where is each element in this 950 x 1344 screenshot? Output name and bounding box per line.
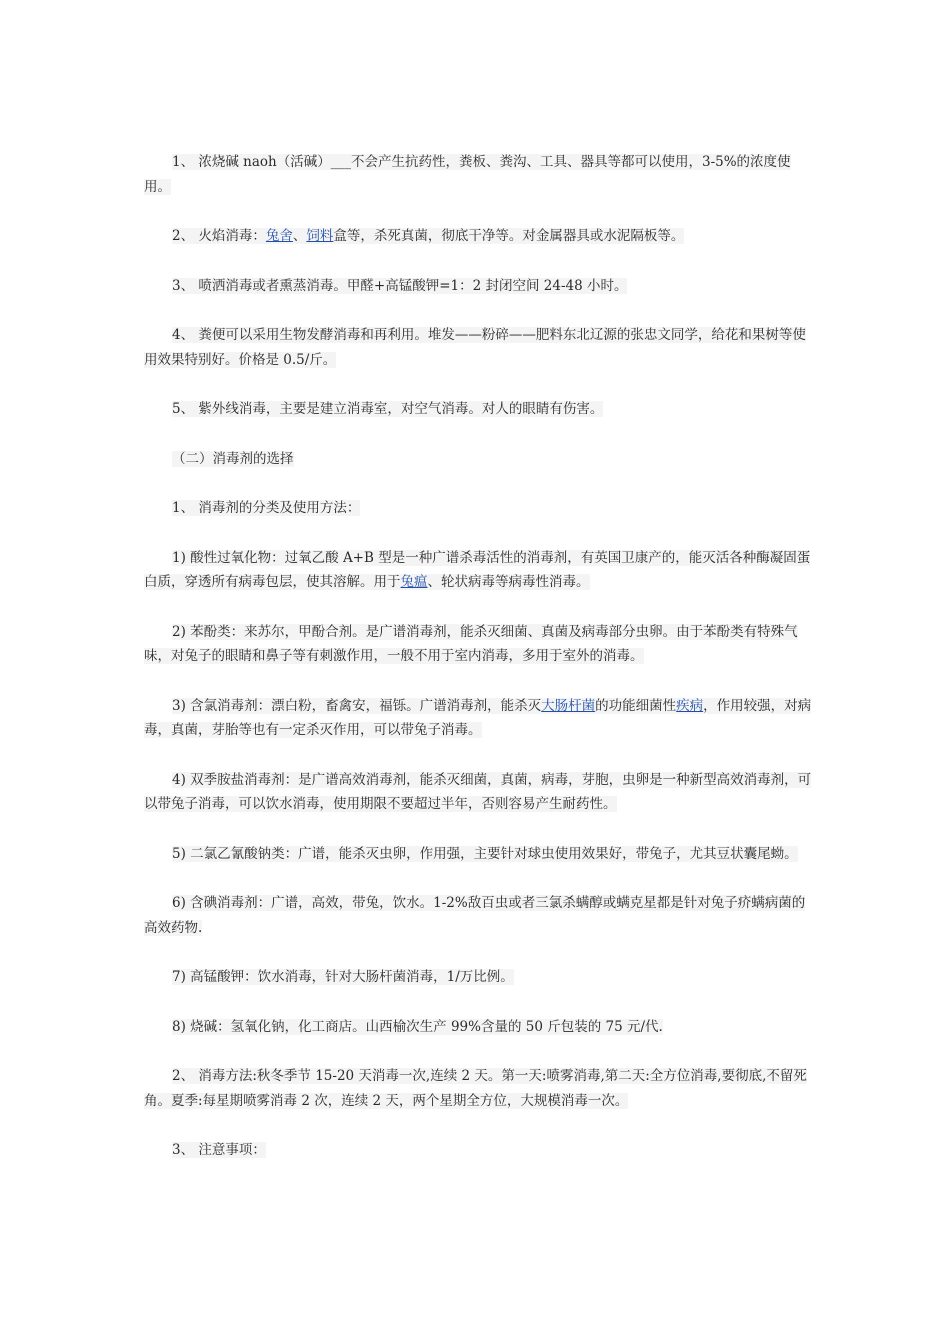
paragraph-4 bbox=[144, 323, 812, 372]
document-body bbox=[144, 150, 812, 1188]
section-heading bbox=[144, 447, 812, 472]
link-rabbit-plague[interactable]: 兔瘟 bbox=[400, 574, 428, 590]
paragraph-text: 4) 双季胺盐消毒剂：是广谱高效消毒剂，能杀灭细菌，真菌，病毒，芽胞，虫卵是一种新型高效消毒剂，可以带兔子消毒，可以饮水消毒，使用期限不要超过半年，否则容易产生耐药性。 bbox=[144, 771, 812, 812]
paragraph-7 bbox=[144, 496, 812, 521]
paragraph-text: 1、 消毒剂的分类及使用方法： bbox=[172, 500, 361, 516]
paragraph-3 bbox=[144, 274, 812, 299]
link-e-coli[interactable]: 大肠杆菌 bbox=[541, 697, 596, 714]
link-feed[interactable]: 饲料 bbox=[306, 228, 334, 244]
paragraph-text: 4、 粪便可以采用生物发酵消毒和再利用。堆发——粉碎——肥料东北辽源的张忠文同学，给花和果树等使用效果特别好。价格是 0.5/斤。 bbox=[144, 327, 806, 368]
paragraph-16 bbox=[144, 1064, 812, 1113]
paragraph-text: 3、 喷洒消毒或者熏蒸消毒。甲醛+高锰酸钾=1：2 封闭空间 24-48 小时。 bbox=[172, 277, 628, 294]
paragraph-15 bbox=[144, 1015, 812, 1040]
paragraph-8 bbox=[144, 546, 812, 595]
paragraph-11 bbox=[144, 768, 812, 817]
paragraph-text: 2、 火焰消毒： bbox=[172, 228, 266, 244]
paragraph-12 bbox=[144, 842, 812, 867]
paragraph-17 bbox=[144, 1138, 812, 1163]
paragraph-text: 1) 酸性过氧化物：过氧乙酸 A+B 型是一种广谱杀毒活性的消毒剂，有英国卫康产的，能灭活各种酶凝固蛋白质，穿透所有病毒包层，使其溶解。用于 bbox=[144, 549, 811, 590]
paragraph-text: 1、 浓烧碱 naoh（活碱）___不会产生抗药性，粪板、粪沟、工具、器具等都可以使用，3-5%的浓度使用。 bbox=[144, 154, 791, 195]
paragraph-text: 的功能细菌性 bbox=[595, 697, 677, 714]
paragraph-1 bbox=[144, 150, 812, 199]
paragraph-text: （二）消毒剂的选择 bbox=[172, 450, 294, 467]
paragraph-text: 、 bbox=[292, 228, 307, 244]
paragraph-text: 2、 消毒方法:秋冬季节 15-20 天消毒一次,连续 2 天。第一天:喷雾消毒,第二天:全方位消毒,要彻底,不留死角。夏季:每星期喷雾消毒 2 次，连续 2 天，两个星期全方位，大规模消毒一次。 bbox=[144, 1068, 807, 1109]
paragraph-text: 3) 含氯消毒剂：漂白粉，畜禽安，福铄。广谱消毒剂，能杀灭 bbox=[172, 697, 542, 714]
paragraph-text: 2) 苯酚类：来苏尔，甲酚合剂。是广谱消毒剂，能杀灭细菌、真菌及病毒部分虫卵。由于苯酚类有特殊气味，对兔子的眼睛和鼻子等有刺激作用，一般不用于室内消毒，多用于室外的消毒。 bbox=[144, 623, 798, 664]
paragraph-2 bbox=[144, 224, 812, 249]
paragraph-9 bbox=[144, 620, 812, 669]
paragraph-text: ，作用较强，对病毒，真菌，芽胎等也有一定杀灭作用，可以带兔子消毒。 bbox=[144, 697, 812, 738]
paragraph-13 bbox=[144, 891, 812, 940]
paragraph-text: 5、 紫外线消毒，主要是建立消毒室，对空气消毒。对人的眼睛有伤害。 bbox=[172, 401, 604, 417]
paragraph-text: 盒等，杀死真菌，彻底干净等。对金属器具或水泥隔板等。 bbox=[333, 228, 685, 244]
paragraph-text: 5) 二氯乙氰酸钠类：广谱，能杀灭虫卵，作用强，主要针对球虫使用效果好，带兔子，尤其豆状囊尾蚴。 bbox=[172, 845, 798, 862]
paragraph-text: 3、 注意事项： bbox=[172, 1142, 266, 1158]
link-disease[interactable]: 疾病 bbox=[676, 697, 704, 714]
paragraph-text: 8) 烧碱：氢氧化钠，化工商店。山西榆次生产 99%含量的 50 斤包装的 75 元/代. bbox=[172, 1018, 663, 1035]
paragraph-text: 6) 含碘消毒剂：广谱，高效，带兔，饮水。1-2%敌百虫或者三氯杀螨醇或螨克星都是针对兔子疥螨病菌的高效药物. bbox=[144, 895, 806, 936]
paragraph-5 bbox=[144, 397, 812, 422]
paragraph-10 bbox=[144, 694, 812, 743]
paragraph-text: 7) 高锰酸钾：饮水消毒，针对大肠杆菌消毒，1/万比例。 bbox=[172, 969, 514, 985]
link-rabbit-house[interactable]: 兔舍 bbox=[265, 228, 293, 244]
paragraph-14 bbox=[144, 965, 812, 990]
paragraph-text: 、轮状病毒等病毒性消毒。 bbox=[427, 574, 590, 590]
